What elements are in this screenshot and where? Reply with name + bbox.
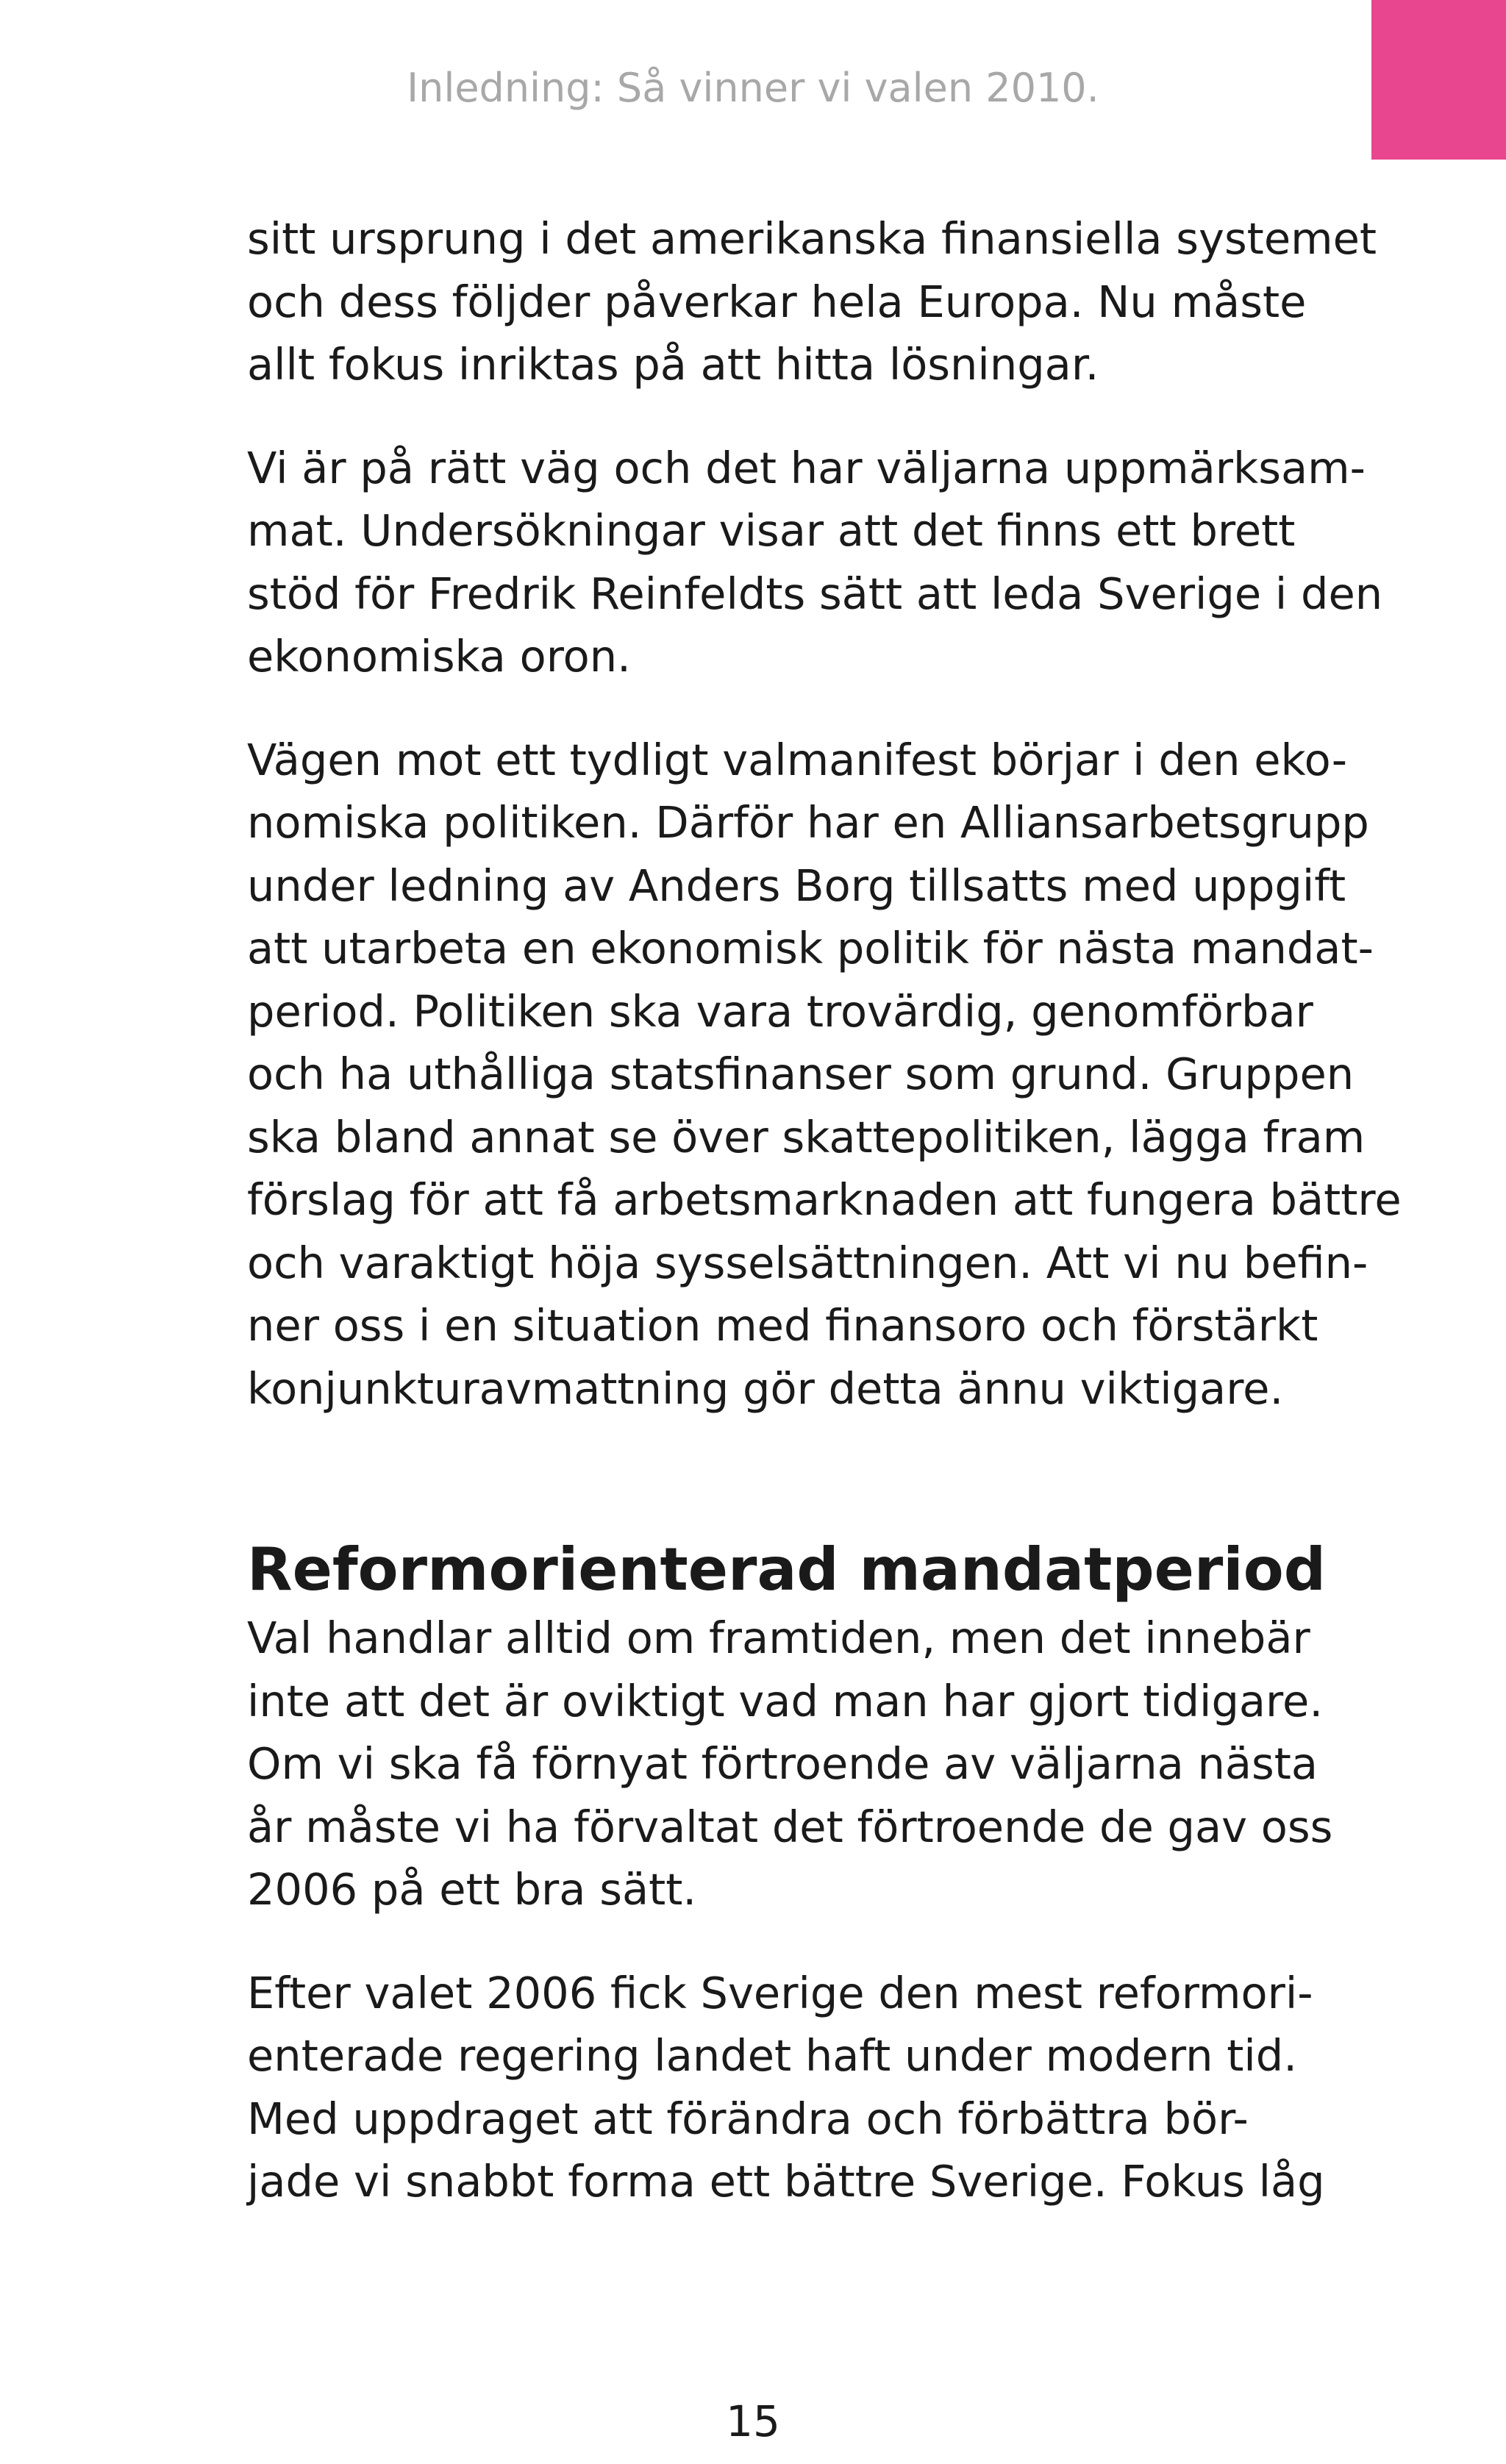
section-paragraph-1 — [247, 1607, 1350, 1921]
text-line: Efter valet 2006 fick Sverige den mest reformori- — [247, 1967, 1313, 2018]
text-line: Om vi ska få förnyat förtroende av väljarna nästa — [247, 1738, 1318, 1789]
text-line: förslag för att få arbetsmarknaden att fungera bättre — [247, 1174, 1402, 1225]
text-line: jade vi snabbt forma ett bättre Sverige. Fokus låg — [247, 2156, 1325, 2207]
section-heading: Reformorienterad mandatperiod — [247, 1535, 1326, 1604]
paragraph-2 — [247, 437, 1383, 688]
text-line: allt fokus inriktas på att hitta lösningar. — [247, 339, 1099, 390]
text-line: nomiska politiken. Därför har en Alliansarbetsgrupp — [247, 797, 1369, 848]
text-line: och dess följder påverkar hela Europa. Nu måste — [247, 276, 1307, 327]
text-line: Vi är på rätt väg och det har väljarna uppmärksam- — [247, 442, 1366, 493]
text-line: och varaktigt höja sysselsättningen. Att vi nu befin- — [247, 1237, 1368, 1288]
text-line: inte att det är oviktigt vad man har gjort tidigare. — [247, 1675, 1324, 1726]
text-line: och ha uthålliga statsfinanser som grund. Gruppen — [247, 1049, 1355, 1099]
page-body — [247, 207, 1402, 2213]
text-line: år måste vi ha förvaltat det förtroende de gav oss — [247, 1801, 1333, 1852]
text-line: mat. Undersökningar visar att det finns ett brett — [247, 505, 1296, 556]
text-line: under ledning av Anders Borg tillsatts med uppgift — [247, 860, 1346, 911]
text-line: sitt ursprung i det amerikanska finansiella systemet — [247, 213, 1377, 264]
text-line: ska bland annat se över skattepolitiken, lägga fram — [247, 1111, 1366, 1163]
paragraph-3 — [247, 729, 1402, 1421]
text-line: Val handlar alltid om framtiden, men det innebär — [247, 1613, 1310, 1663]
running-header: Inledning: Så vinner vi valen 2010. — [407, 65, 1099, 111]
text-line: konjunkturavmattning gör detta ännu viktigare. — [247, 1363, 1284, 1414]
section-paragraph-2 — [247, 1962, 1350, 2213]
text-line: stöd för Fredrik Reinfeldts sätt att leda Sverige i den — [247, 568, 1383, 619]
text-line: 2006 på ett bra sätt. — [247, 1864, 697, 1915]
text-line: ner oss i en situation med finansoro och förstärkt — [247, 1300, 1318, 1351]
page-number: 15 — [726, 2396, 780, 2446]
text-line: enterade regering landet haft under modern tid. — [247, 2030, 1298, 2081]
text-line: ekonomiska oron. — [247, 631, 631, 682]
text-line: Vägen mot ett tydligt valmanifest börjar i den eko- — [247, 734, 1348, 785]
text-line: att utarbeta en ekonomisk politik för nästa mandat- — [247, 923, 1374, 974]
text-line: period. Politiken ska vara trovärdig, genomförbar — [247, 985, 1313, 1037]
paragraph-1 — [247, 207, 1377, 396]
text-line: Med uppdraget att förändra och förbättra bör- — [247, 2093, 1249, 2144]
